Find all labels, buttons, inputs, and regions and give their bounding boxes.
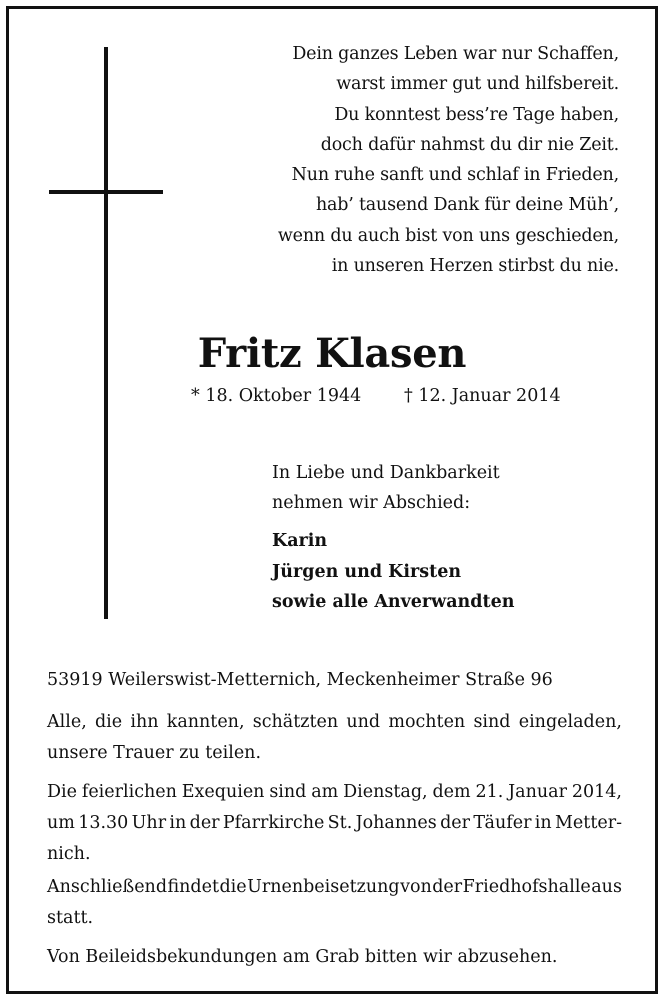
word: und (346, 712, 381, 732)
condolence-paragraph (47, 942, 622, 973)
urn-paragraph (47, 872, 622, 934)
word: der (440, 813, 471, 833)
word: Die (47, 782, 77, 802)
paragraph-line: unsere Trauer zu teilen. (47, 743, 262, 763)
word: am (311, 782, 339, 802)
justified-line (47, 707, 622, 738)
poem (278, 39, 619, 281)
word: die (94, 712, 123, 732)
word: Dienstag, (343, 782, 428, 802)
word: kannten, (166, 712, 245, 732)
mourner: Karin (272, 531, 328, 551)
word: die (219, 877, 247, 897)
word: eingeladen, (518, 712, 622, 732)
poem-line: wenn du auch bist von uns geschieden, (277, 225, 619, 246)
cross-bar (49, 190, 163, 194)
word: ihn (130, 712, 159, 732)
poem-line: Dein ganzes Leben war nur Schaffen, (292, 44, 619, 64)
word: von (400, 877, 432, 897)
word: St. (327, 813, 353, 833)
obituary-frame (6, 6, 658, 994)
paragraph-line: Von Beileidsbekundungen am Grab bitten wir abzusehen. (47, 947, 558, 967)
justified-line (47, 777, 622, 808)
farewell-line: In Liebe und Dankbarkeit (272, 463, 500, 483)
word: Täufer (473, 813, 532, 833)
word: 21. (475, 782, 504, 802)
poem-line: Du konntest bess’re Tage haben, (334, 104, 619, 125)
word: der (189, 813, 220, 833)
word: um (47, 813, 75, 833)
word: dem (432, 782, 471, 802)
justified-line (47, 808, 622, 839)
service-paragraph (47, 777, 622, 870)
word: Friedhofshalle (462, 877, 591, 897)
poem-line: doch dafür nahmst du dir nie Zeit. (320, 134, 619, 155)
birth-date: * 18. Oktober 1944 (191, 386, 362, 406)
paragraph-line: statt. (47, 908, 94, 928)
word: 13.30 (78, 813, 129, 833)
word: aus (591, 877, 622, 897)
word: sind (473, 712, 511, 732)
word: findet (167, 877, 220, 897)
address: 53919 Weilerswist-Metternich, Meckenheimer Straße 96 (47, 670, 553, 690)
word: Exequien (181, 782, 265, 802)
poem-line: in unseren Herzen stirbst du nie. (331, 256, 619, 277)
death-date: † 12. Januar 2014 (404, 386, 561, 406)
word: Uhr (131, 813, 167, 833)
word: Johannes (355, 813, 437, 833)
word: 2014, (571, 782, 622, 802)
word: der (432, 877, 463, 897)
word: Januar (508, 782, 567, 802)
mourner: sowie alle Anverwandten (272, 592, 515, 612)
word: Alle, (47, 712, 87, 732)
mourner: Jürgen und Kirsten (272, 561, 462, 582)
mourners-list (272, 526, 514, 618)
word: in (169, 813, 187, 833)
poem-line: warst immer gut und hilfsbereit. (336, 74, 619, 95)
word: Pfarrkirche (222, 813, 325, 833)
word: Urnenbeisetzung (247, 877, 400, 897)
paragraph-line: nich. (47, 844, 91, 864)
word: feierlichen (81, 782, 177, 802)
farewell-line: nehmen wir Abschied: (272, 493, 471, 513)
word: mochten (388, 712, 466, 732)
farewell-text (272, 458, 500, 518)
word: in (534, 813, 552, 833)
word: sind (269, 782, 307, 802)
word: schätzten (252, 712, 339, 732)
poem-line: Nun ruhe sanft und schlaf in Frieden, (291, 165, 619, 186)
poem-line: hab’ tausend Dank für deine Müh’, (315, 195, 619, 216)
word: Anschließend (47, 877, 168, 897)
invitation-paragraph (47, 707, 622, 769)
justified-line (47, 872, 622, 903)
word: Metter- (555, 813, 622, 833)
deceased-name: Fritz Klasen (197, 330, 467, 377)
